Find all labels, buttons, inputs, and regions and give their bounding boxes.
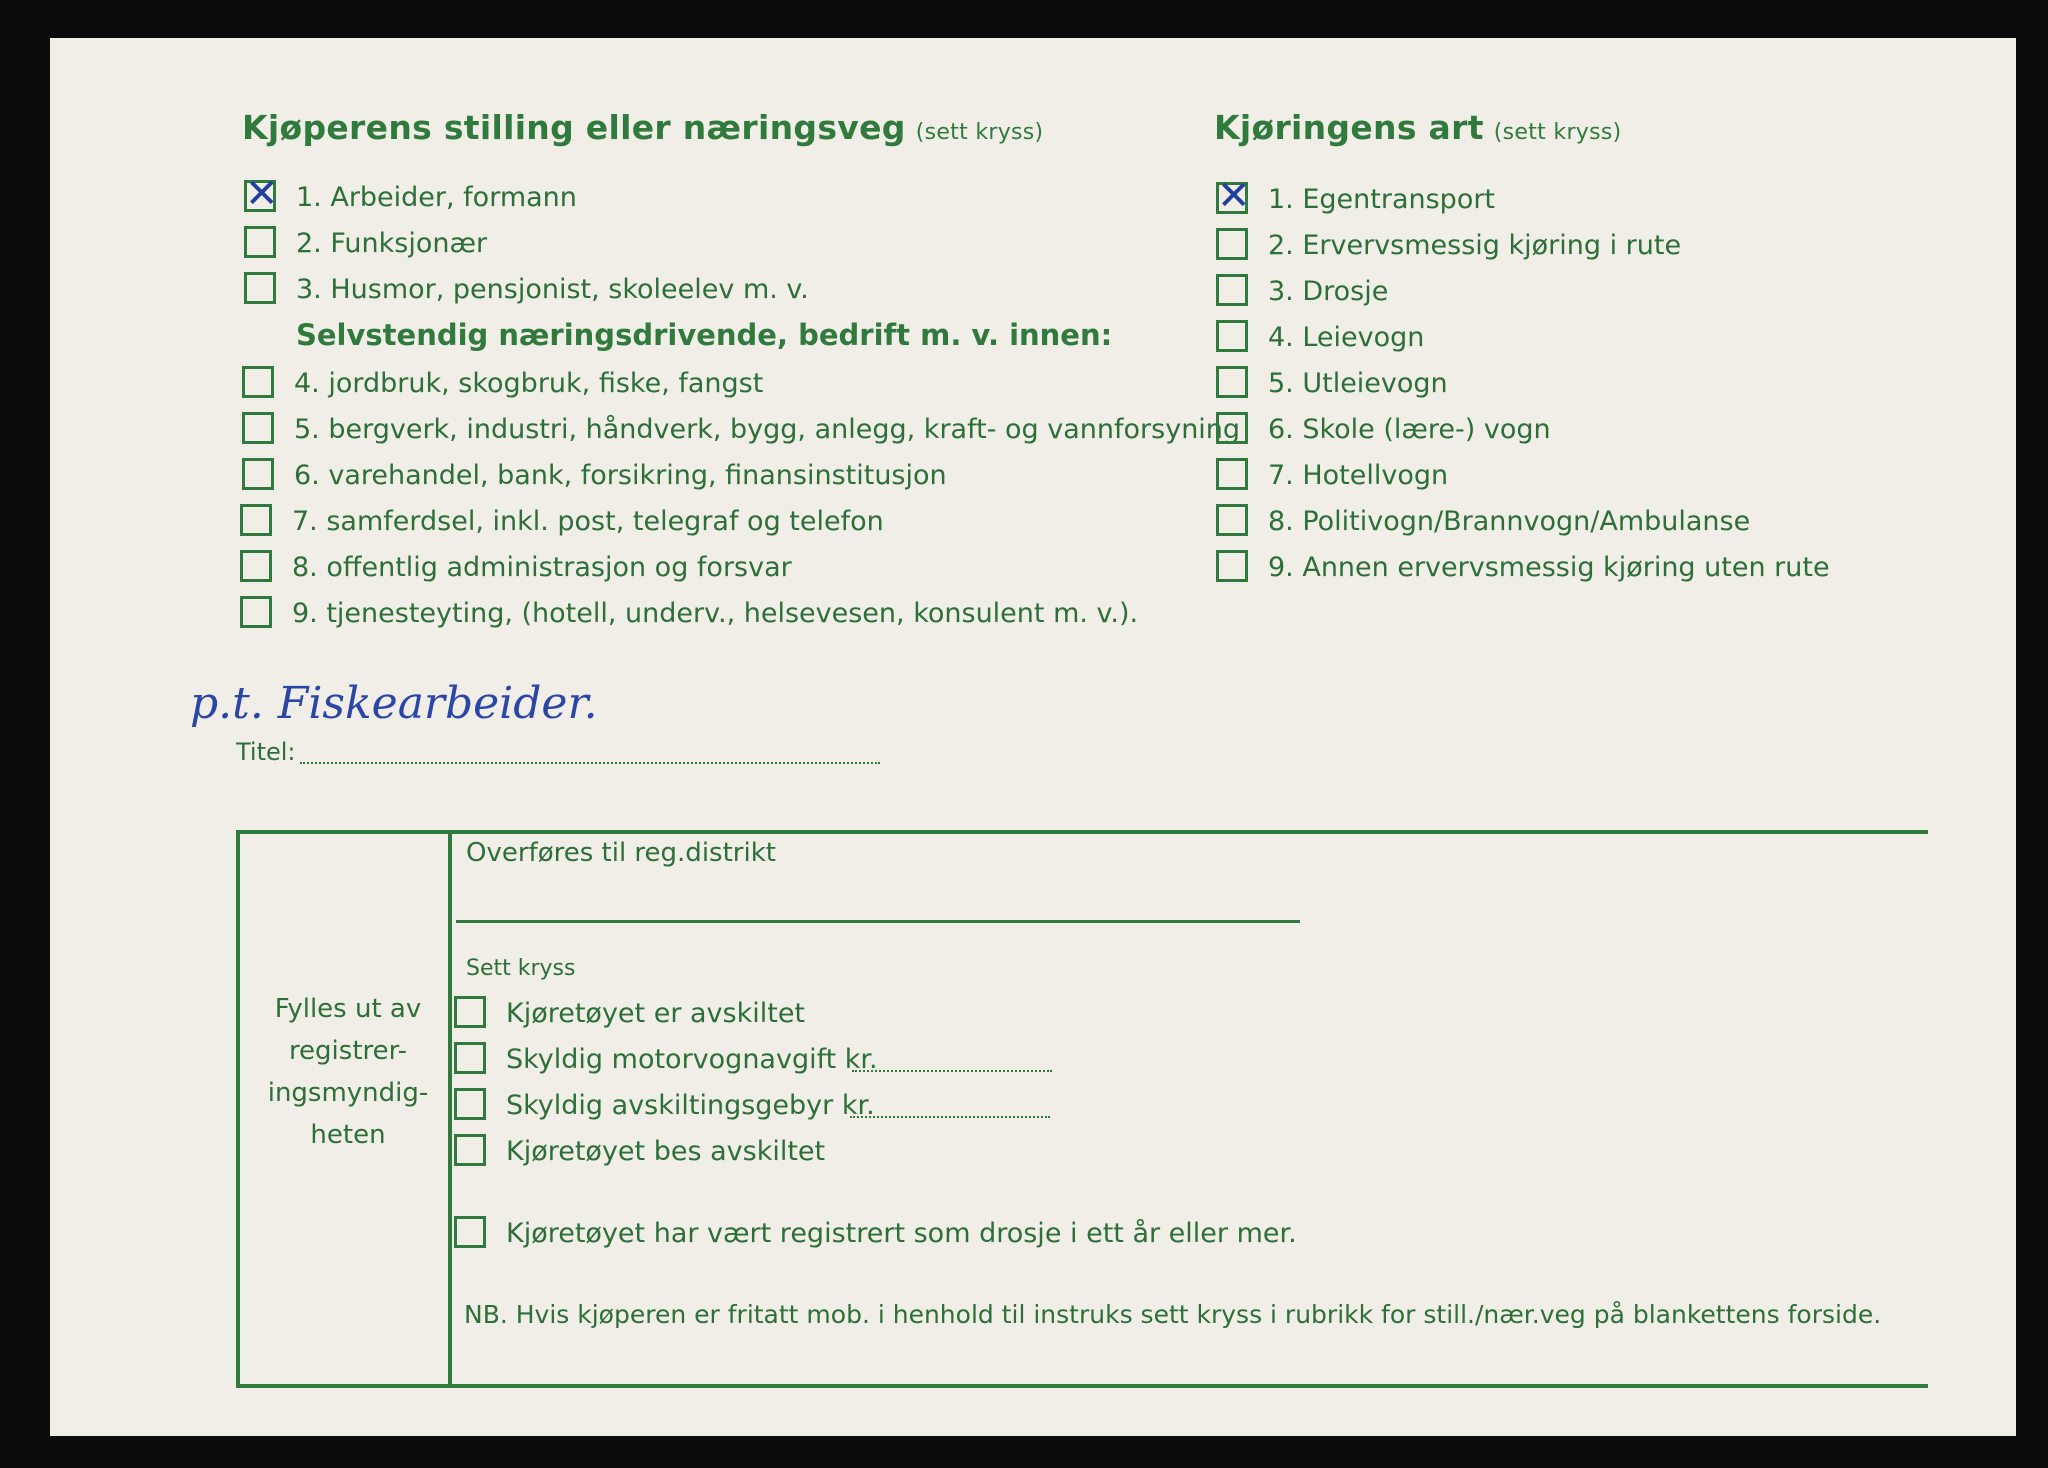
checkbox[interactable] (454, 1134, 486, 1166)
cross-mark-icon: ✕ (245, 171, 279, 217)
option-label: Kjøretøyet har vært registrert som drosje i ett år eller mer. (506, 1218, 1297, 1249)
option-label: Skyldig avskiltingsgebyr kr. (506, 1090, 875, 1121)
checkbox[interactable] (242, 412, 274, 444)
checkbox[interactable] (242, 458, 274, 490)
option-label: 1. Arbeider, formann (296, 182, 577, 213)
option-label: 8. offentlig administrasjon og forsvar (292, 552, 792, 583)
frame-bottom-line (236, 1384, 1928, 1388)
checkbox[interactable] (1216, 274, 1248, 306)
option-label: 9. tjenesteyting, (hotell, underv., helsevesen, konsulent m. v.). (292, 598, 1139, 629)
option-label: Kjøretøyet er avskiltet (506, 998, 806, 1029)
buyer-occupation-hint: (sett kryss) (915, 120, 1044, 145)
titel-label: Titel: (236, 738, 296, 766)
option-label: 9. Annen ervervsmessig kjøring uten rute (1268, 552, 1830, 583)
option-label: 7. Hotellvogn (1268, 460, 1449, 491)
checkbox[interactable] (1216, 228, 1248, 260)
registry-side-label: Fylles ut av registrer- ingsmyndig- heten (267, 994, 429, 1150)
checkbox[interactable] (454, 996, 486, 1028)
titel-field[interactable] (300, 762, 880, 764)
buyer-occupation-heading (242, 108, 1043, 147)
driving-type-title: Kjøringens art (1214, 108, 1484, 147)
motorvognavgift-amount-field[interactable] (852, 1070, 1052, 1072)
option-label: 8. Politivogn/Brannvogn/Ambulanse (1268, 506, 1751, 537)
checkbox[interactable] (1216, 366, 1248, 398)
avskiltingsgebyr-amount-field[interactable] (850, 1116, 1050, 1118)
checkbox[interactable] (240, 596, 272, 628)
checkbox[interactable] (244, 226, 276, 258)
driving-type-heading (1214, 108, 1622, 147)
checkbox[interactable] (242, 366, 274, 398)
form-page (50, 38, 2016, 1436)
driving-type-hint: (sett kryss) (1493, 120, 1622, 145)
checkbox[interactable] (1216, 458, 1248, 490)
cross-mark-icon: ✕ (1217, 173, 1251, 219)
checkbox[interactable] (1216, 173, 1251, 219)
option-label: Kjøretøyet bes avskiltet (506, 1136, 826, 1167)
option-label: Skyldig motorvognavgift kr. (506, 1044, 878, 1075)
checkbox[interactable] (240, 550, 272, 582)
option-label: 6. varehandel, bank, forsikring, finansinstitusjon (294, 460, 947, 491)
handwritten-title: p.t. Fiskearbeider. (190, 678, 598, 729)
checkbox[interactable] (1216, 550, 1248, 582)
option-label: 1. Egentransport (1268, 184, 1496, 215)
checkbox[interactable] (1216, 504, 1248, 536)
option-label: 4. Leievogn (1268, 322, 1425, 353)
checkbox[interactable] (244, 171, 279, 217)
checkbox[interactable] (454, 1216, 486, 1248)
checkbox[interactable] (454, 1042, 486, 1074)
option-label: 3. Husmor, pensjonist, skoleelev m. v. (296, 274, 809, 305)
checkbox[interactable] (1216, 412, 1248, 444)
sett-kryss-label: Sett kryss (466, 956, 576, 981)
option-label: 6. Skole (lære-) vogn (1268, 414, 1551, 445)
option-label: 7. samferdsel, inkl. post, telegraf og telefon (292, 506, 884, 537)
checkbox[interactable] (240, 504, 272, 536)
checkbox[interactable] (1216, 320, 1248, 352)
option-label: 2. Funksjonær (296, 228, 488, 259)
frame-left-line (236, 830, 240, 1386)
transfer-label: Overføres til reg.distrikt (466, 838, 776, 868)
checkbox[interactable] (244, 272, 276, 304)
frame-top-line (236, 830, 1928, 834)
option-label: 5. Utleievogn (1268, 368, 1448, 399)
nb-note: NB. Hvis kjøperen er fritatt mob. i henhold til instruks sett kryss i rubrikk for still./nær.veg på blankettens forside. (464, 1300, 1882, 1329)
option-label: 3. Drosje (1268, 276, 1389, 307)
checkbox[interactable] (454, 1088, 486, 1120)
self-employed-subheading: Selvstendig næringsdrivende, bedrift m. v. innen: (296, 318, 1113, 352)
buyer-occupation-title: Kjøperens stilling eller næringsveg (242, 108, 906, 147)
option-label: 5. bergverk, industri, håndverk, bygg, anlegg, kraft- og vannforsyning (294, 414, 1241, 445)
option-label: 2. Ervervsmessig kjøring i rute (1268, 230, 1682, 261)
transfer-line[interactable] (456, 920, 1300, 923)
option-label: 4. jordbruk, skogbruk, fiske, fangst (294, 368, 764, 399)
frame-divider-line (448, 830, 452, 1386)
